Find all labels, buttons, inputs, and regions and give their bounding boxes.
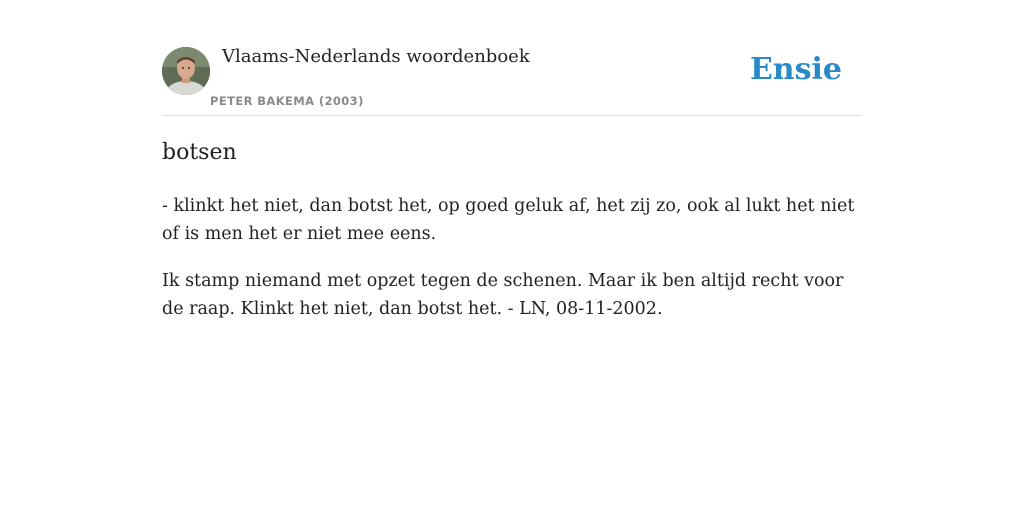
entry-example: Ik stamp niemand met opzet tegen de schenen. Maar ik ben altijd recht voor de raap. Klinkt het niet, dan botst het. - LN, 08-11-2002. [162,271,844,319]
entry-header [162,0,862,116]
author-avatar[interactable] [162,47,210,95]
author-name[interactable]: PETER BAKEMA (2003) [210,94,364,108]
ensie-logo[interactable]: Ensie [749,52,842,87]
person-avatar-icon [162,47,210,95]
entry-definition: - klinkt het niet, dan botst het, op goed geluk af, het zij zo, ook al lukt het niet of is men het er niet mee eens. [162,196,855,244]
entry-card [162,0,862,512]
entry-term: botsen [162,140,237,165]
dictionary-title[interactable]: Vlaams-Nederlands woordenboek [222,46,530,67]
